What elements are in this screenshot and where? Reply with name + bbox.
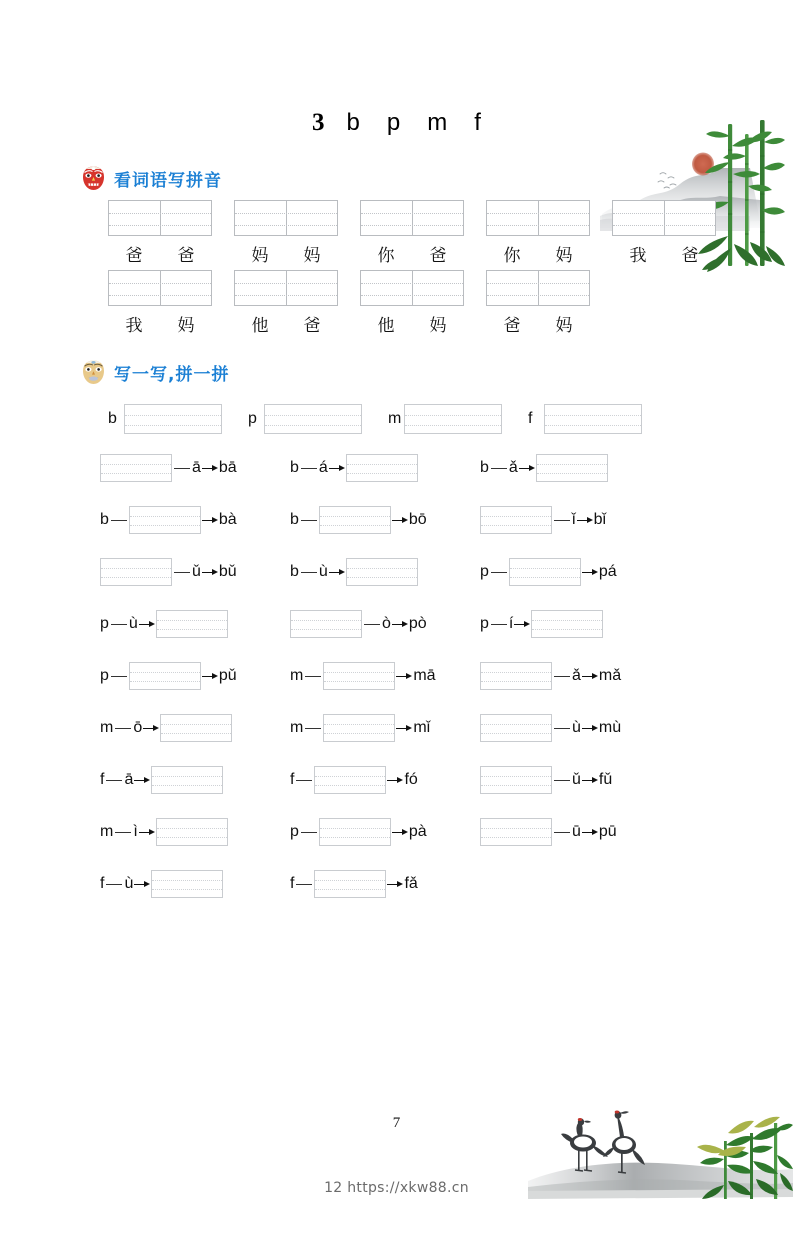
connector-dash xyxy=(174,572,190,573)
letter-writing-box[interactable] xyxy=(264,404,362,434)
answer-blank-box[interactable] xyxy=(323,662,395,690)
arrow-icon xyxy=(139,829,155,836)
pinyin-token: í xyxy=(508,615,514,632)
spelling-equation-row xyxy=(100,762,793,798)
answer-blank-box[interactable] xyxy=(480,714,552,742)
pinyin-token: ā xyxy=(192,459,201,476)
pinyin-token: bǐ xyxy=(593,511,607,528)
answer-blank-box[interactable] xyxy=(314,870,386,898)
title-letter-m: m xyxy=(427,109,448,136)
pinyin-answer-box[interactable] xyxy=(108,270,212,306)
letter-label: f xyxy=(528,410,533,427)
hanzi-character: 爸 xyxy=(681,246,699,266)
connector-dash xyxy=(296,780,312,781)
pinyin-token: f xyxy=(290,875,295,892)
pinyin-token: ù xyxy=(318,563,328,580)
spelling-equation-row xyxy=(100,866,793,902)
word-characters xyxy=(612,241,716,266)
arrow-icon xyxy=(396,725,412,732)
answer-blank-box[interactable] xyxy=(323,714,395,742)
word-item xyxy=(360,270,464,336)
answer-blank-box[interactable] xyxy=(480,662,552,690)
pinyin-token: p xyxy=(290,823,299,840)
page-number: 7 xyxy=(392,1115,401,1131)
spelling-equation xyxy=(480,714,670,742)
spelling-equation xyxy=(290,662,480,690)
pinyin-token: pà xyxy=(408,823,427,840)
answer-blank-box[interactable] xyxy=(531,610,603,638)
hanzi-character: 我 xyxy=(629,246,647,266)
pinyin-token: bǔ xyxy=(218,563,237,580)
connector-dash xyxy=(301,832,317,833)
pinyin-token: b xyxy=(290,563,299,580)
pinyin-token: ū xyxy=(572,823,581,840)
connector-dash xyxy=(111,624,127,625)
answer-blank-box[interactable] xyxy=(314,766,386,794)
hanzi-character: 你 xyxy=(503,246,521,266)
pinyin-token: mù xyxy=(598,719,622,736)
opera-mask-red-icon xyxy=(80,165,107,192)
connector-dash xyxy=(364,624,380,625)
arrow-icon xyxy=(392,829,408,836)
arrow-icon xyxy=(582,829,598,836)
pinyin-token: fó xyxy=(404,771,418,788)
word-item xyxy=(486,270,590,336)
connector-dash xyxy=(296,884,312,885)
spelling-equation xyxy=(100,454,290,482)
pinyin-token: fǔ xyxy=(598,771,613,788)
arrow-icon xyxy=(329,569,345,576)
letter-practice-item xyxy=(528,404,668,434)
arrow-icon xyxy=(143,725,159,732)
pinyin-token: p xyxy=(100,615,109,632)
arrow-icon xyxy=(134,881,150,888)
letter-practice-item xyxy=(108,404,248,434)
hanzi-character: 他 xyxy=(377,316,395,336)
spelling-equation xyxy=(100,558,290,586)
spelling-equation xyxy=(100,766,290,794)
answer-blank-box[interactable] xyxy=(100,454,172,482)
pinyin-token: m xyxy=(290,719,304,736)
pinyin-token: m xyxy=(290,667,304,684)
section-1-title: 看词语写拼音 xyxy=(114,170,222,191)
answer-blank-box[interactable] xyxy=(319,818,391,846)
hanzi-character: 妈 xyxy=(177,316,195,336)
lesson-letters xyxy=(347,109,481,136)
word-characters xyxy=(108,241,212,266)
arrow-icon xyxy=(577,517,593,524)
pinyin-token: fǎ xyxy=(404,875,418,892)
pinyin-token: ā xyxy=(124,771,134,788)
pinyin-answer-box[interactable] xyxy=(234,200,338,236)
spelling-equation xyxy=(290,610,480,638)
word-characters xyxy=(486,311,590,336)
hanzi-character: 我 xyxy=(125,316,143,336)
hanzi-character: 妈 xyxy=(555,246,573,266)
spelling-equation xyxy=(480,818,670,846)
answer-blank-box[interactable] xyxy=(129,662,201,690)
arrow-icon xyxy=(387,777,403,784)
arrow-icon xyxy=(134,777,150,784)
spelling-equation xyxy=(100,714,290,742)
hanzi-character: 妈 xyxy=(555,316,573,336)
section-header-write-spell xyxy=(80,358,793,386)
arrow-icon xyxy=(139,621,155,628)
word-item xyxy=(108,270,212,336)
answer-blank-box[interactable] xyxy=(156,610,228,638)
word-characters xyxy=(486,241,590,266)
word-grid-row xyxy=(108,270,793,336)
connector-dash xyxy=(301,468,317,469)
pinyin-token: bō xyxy=(408,511,427,528)
pinyin-token: p xyxy=(100,667,109,684)
arrow-icon xyxy=(392,621,408,628)
section-header-write-pinyin xyxy=(80,164,793,192)
answer-blank-box[interactable] xyxy=(319,506,391,534)
hanzi-character: 爸 xyxy=(177,246,195,266)
opera-mask-tan-icon xyxy=(80,359,107,386)
word-item xyxy=(360,200,464,266)
pinyin-token: m xyxy=(100,719,114,736)
spelling-equation-row xyxy=(100,710,793,746)
section-1-word-grids xyxy=(0,200,793,336)
pinyin-token: ù xyxy=(572,719,581,736)
pinyin-token: b xyxy=(290,459,299,476)
letter-writing-box[interactable] xyxy=(404,404,502,434)
pinyin-token: pá xyxy=(598,563,617,580)
hanzi-character: 爸 xyxy=(503,316,521,336)
pinyin-answer-box[interactable] xyxy=(360,200,464,236)
answer-blank-box[interactable] xyxy=(480,766,552,794)
arrow-icon xyxy=(582,569,598,576)
spelling-equation xyxy=(480,766,670,794)
spelling-equation-row xyxy=(100,814,793,850)
arrow-icon xyxy=(329,465,345,472)
letter-label: b xyxy=(108,410,117,427)
letter-practice-item xyxy=(388,404,528,434)
pinyin-token: ō xyxy=(133,719,143,736)
connector-dash xyxy=(106,780,122,781)
connector-dash xyxy=(554,728,570,729)
pinyin-answer-box[interactable] xyxy=(234,270,338,306)
section-2-title: 写一写,拼一拼 xyxy=(114,364,230,385)
connector-dash xyxy=(111,676,127,677)
answer-blank-box[interactable] xyxy=(480,506,552,534)
word-item xyxy=(234,270,338,336)
pinyin-answer-box[interactable] xyxy=(486,200,590,236)
pinyin-token: p xyxy=(480,563,489,580)
section-2-spelling-exercises xyxy=(0,404,793,902)
spelling-equation xyxy=(480,506,670,534)
connector-dash xyxy=(115,832,131,833)
pinyin-answer-box[interactable] xyxy=(612,200,716,236)
spelling-equation xyxy=(290,818,480,846)
arrow-icon xyxy=(396,673,412,680)
pinyin-token: ǔ xyxy=(572,771,581,788)
hanzi-character: 爸 xyxy=(125,246,143,266)
arrow-icon xyxy=(202,517,218,524)
spelling-equation xyxy=(290,506,480,534)
connector-dash xyxy=(554,780,570,781)
spelling-equation xyxy=(480,558,670,586)
arrow-icon xyxy=(392,517,408,524)
arrow-icon xyxy=(387,881,403,888)
connector-dash xyxy=(301,520,317,521)
pinyin-token: b xyxy=(480,459,489,476)
spelling-equation xyxy=(480,454,670,482)
connector-dash xyxy=(115,728,131,729)
pinyin-token: bā xyxy=(218,459,237,476)
arrow-icon xyxy=(582,673,598,680)
pinyin-token: bà xyxy=(218,511,237,528)
arrow-icon xyxy=(582,725,598,732)
hanzi-character: 妈 xyxy=(251,246,269,266)
word-item xyxy=(108,200,212,266)
connector-dash xyxy=(106,884,122,885)
pinyin-token: mǎ xyxy=(598,667,622,684)
hanzi-character: 爸 xyxy=(429,246,447,266)
letter-writing-box[interactable] xyxy=(544,404,642,434)
letter-writing-box[interactable] xyxy=(124,404,222,434)
arrow-icon xyxy=(582,777,598,784)
letter-label: m xyxy=(388,410,402,427)
answer-blank-box[interactable] xyxy=(151,766,223,794)
connector-dash xyxy=(111,520,127,521)
answer-blank-box[interactable] xyxy=(160,714,232,742)
spelling-equation xyxy=(480,662,670,690)
answer-blank-box[interactable] xyxy=(151,870,223,898)
pinyin-token: ò xyxy=(382,615,391,632)
answer-blank-box[interactable] xyxy=(129,506,201,534)
connector-dash xyxy=(491,468,507,469)
hanzi-character: 你 xyxy=(377,246,395,266)
hanzi-character: 他 xyxy=(251,316,269,336)
arrow-icon xyxy=(202,673,218,680)
title-letter-b: b xyxy=(346,109,360,136)
connector-dash xyxy=(491,624,507,625)
pinyin-token: ǎ xyxy=(508,459,518,476)
connector-dash xyxy=(174,468,190,469)
letter-practice-item xyxy=(248,404,388,434)
pinyin-token: ǐ xyxy=(572,511,576,528)
lesson-number: 3 xyxy=(312,109,325,136)
connector-dash xyxy=(305,728,321,729)
pinyin-token: pò xyxy=(408,615,427,632)
letter-practice-row xyxy=(108,404,793,434)
letter-label: p xyxy=(248,410,257,427)
answer-blank-box[interactable] xyxy=(100,558,172,586)
answer-blank-box[interactable] xyxy=(156,818,228,846)
spelling-equation-row xyxy=(100,606,793,642)
arrow-icon xyxy=(514,621,530,628)
connector-dash xyxy=(301,572,317,573)
answer-blank-box[interactable] xyxy=(480,818,552,846)
connector-dash xyxy=(554,520,570,521)
arrow-icon xyxy=(202,465,218,472)
arrow-icon xyxy=(519,465,535,472)
pinyin-token: f xyxy=(100,771,105,788)
pinyin-token: f xyxy=(100,875,105,892)
connector-dash xyxy=(554,676,570,677)
spelling-equation xyxy=(100,662,290,690)
pinyin-token: b xyxy=(100,511,109,528)
pinyin-token: pǔ xyxy=(218,667,237,684)
arrow-icon xyxy=(202,569,218,576)
title-letter-p: p xyxy=(386,109,401,136)
hanzi-character: 爸 xyxy=(303,316,321,336)
pinyin-answer-box[interactable] xyxy=(360,270,464,306)
pinyin-token: pū xyxy=(598,823,617,840)
pinyin-token: á xyxy=(318,459,328,476)
spelling-equation xyxy=(290,766,480,794)
answer-blank-box[interactable] xyxy=(509,558,581,586)
pinyin-token: b xyxy=(290,511,299,528)
spelling-equation-row xyxy=(100,658,793,694)
spelling-equation xyxy=(100,870,290,898)
connector-dash xyxy=(491,572,507,573)
answer-blank-box[interactable] xyxy=(346,558,418,586)
pinyin-token: ǎ xyxy=(572,667,581,684)
pinyin-token: ù xyxy=(128,615,138,632)
spelling-equation xyxy=(100,506,290,534)
pinyin-token: ì xyxy=(133,823,138,840)
spelling-equation xyxy=(100,818,290,846)
answer-blank-box[interactable] xyxy=(536,454,608,482)
spelling-equation-row xyxy=(100,502,793,538)
word-characters xyxy=(234,241,338,266)
hanzi-character: 妈 xyxy=(303,246,321,266)
pinyin-token: ǔ xyxy=(192,563,201,580)
pinyin-token: m xyxy=(100,823,114,840)
answer-blank-box[interactable] xyxy=(290,610,362,638)
pinyin-answer-box[interactable] xyxy=(108,200,212,236)
spelling-equation-row xyxy=(100,450,793,486)
pinyin-token: mā xyxy=(413,667,436,684)
spelling-equation xyxy=(480,610,670,638)
spelling-equation-row xyxy=(100,554,793,590)
spelling-equation xyxy=(100,610,290,638)
pinyin-token: f xyxy=(290,771,295,788)
spelling-equation xyxy=(290,558,480,586)
word-item xyxy=(234,200,338,266)
word-item xyxy=(486,200,590,266)
connector-dash xyxy=(554,832,570,833)
page-title xyxy=(0,108,793,142)
pinyin-token: ù xyxy=(124,875,134,892)
answer-blank-box[interactable] xyxy=(346,454,418,482)
pinyin-token: p xyxy=(480,615,489,632)
spelling-equation xyxy=(290,714,480,742)
word-characters xyxy=(360,241,464,266)
hanzi-character: 妈 xyxy=(429,316,447,336)
word-item xyxy=(612,200,716,266)
word-characters xyxy=(360,311,464,336)
title-letter-f: f xyxy=(474,109,481,136)
spelling-equation xyxy=(290,870,480,898)
pinyin-answer-box[interactable] xyxy=(486,270,590,306)
watermark-text: 12 https://xkw88.cn xyxy=(324,1180,469,1196)
spelling-equation xyxy=(290,454,480,482)
pinyin-token: mǐ xyxy=(413,719,431,736)
word-grid-row xyxy=(108,200,793,266)
word-characters xyxy=(108,311,212,336)
connector-dash xyxy=(305,676,321,677)
word-characters xyxy=(234,311,338,336)
